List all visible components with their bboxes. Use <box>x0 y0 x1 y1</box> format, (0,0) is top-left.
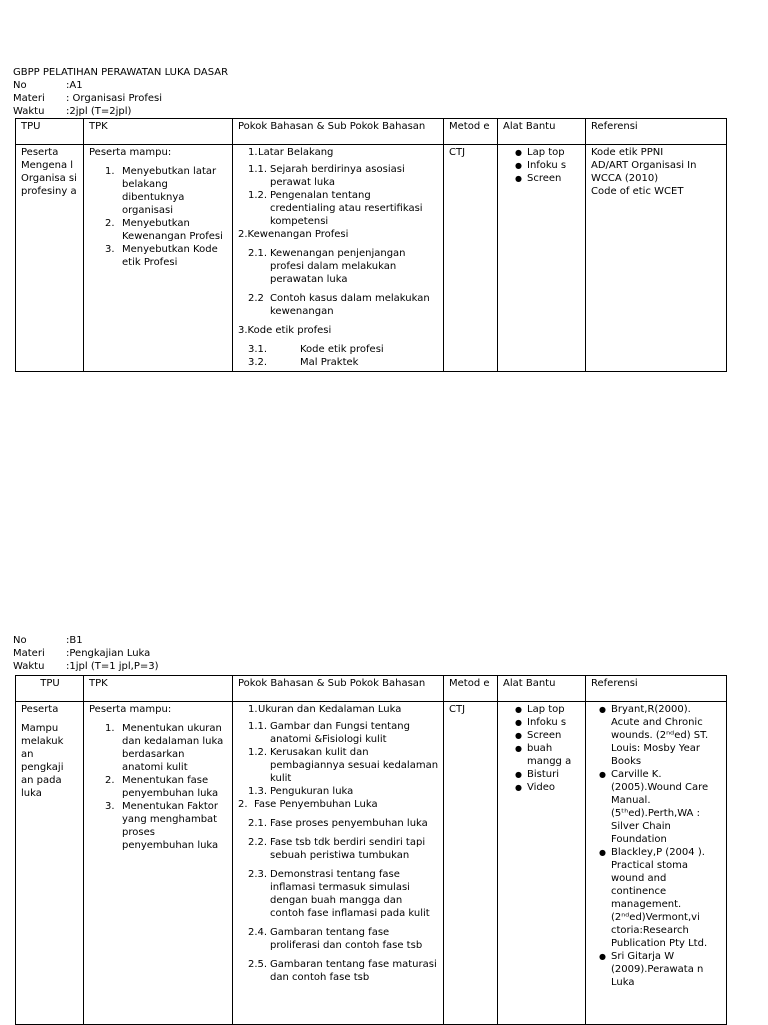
list-item: 2.1. Kewenangan penjenjangan profesi dalam melakukan perawatan luka <box>248 248 406 285</box>
list-item: 2.2. Fase tsb tdk berdiri sendiri tapi sebuah peristiwa tumbukan <box>248 837 426 861</box>
list-item: ● Lap top <box>515 704 565 715</box>
header-referensi: Referensi <box>586 119 727 145</box>
list-item: 1. Menentukan ukuran dan kedalaman luka berdasarkan anatomi kulit <box>105 723 224 773</box>
header-referensi: Referensi <box>586 676 727 702</box>
list-item: 2.5. Gambaran tentang fase maturasi dan contoh fase tsb <box>248 959 437 983</box>
referensi-cell <box>586 702 727 1025</box>
bullet-icon: ● <box>599 952 606 961</box>
list-item: 2.Kewenangan Profesi <box>238 229 349 240</box>
table-row <box>16 145 727 372</box>
referensi-cell: Kode etik PPNI AD/ART Organisasi In WCCA (2010) Code of etic WCET <box>586 145 727 372</box>
header-pokok-bahasan: Pokok Bahasan & Sub Pokok Bahasan <box>233 676 444 702</box>
list-item: ● Carville K. (2005).Wound Care Manual. (5ᵗʰed).Perth,WA : Silver Chain Foundation <box>599 769 709 845</box>
header-tpk: TPK <box>84 676 233 702</box>
list-item: 1.2. Pengenalan tentang credentialing atau resertifikasi kompetensi <box>248 190 423 227</box>
list-item: 1.1. Sejarah berdirinya asosiasi perawat luka <box>248 164 405 188</box>
table-header-row <box>16 119 727 145</box>
list-item: ● Screen <box>515 730 562 741</box>
table-header-row <box>16 676 727 702</box>
list-item: ● Video <box>515 782 556 793</box>
tpk-cell: Peserta mampu: 1. Menyebutkan latar belakang dibentuknya organisasi 2. Menyebutkan Kewenangan Profesi 3. Menyebutkan Kode etik Profesi <box>84 145 233 372</box>
list-item: 1. Ukuran dan Kedalaman Luka <box>248 704 402 715</box>
tpu-cell: Peserta Mengena l Organisa si profesiny a <box>16 145 84 372</box>
list-item: ● Infoku s <box>515 717 567 728</box>
header-alat-bantu: Alat Bantu <box>498 119 586 145</box>
list-item: 2.4. Gambaran tentang fase proliferasi dan contoh fase tsb <box>248 927 423 951</box>
section2-table <box>15 675 727 1025</box>
list-item: 1.1. Gambar dan Fungsi tentang anatomi &Fisiologi kulit <box>248 721 410 745</box>
list-item: 1.2. Kerusakan kulit dan pembagiannya sesuai kedalaman kulit <box>248 747 439 784</box>
tpk-cell: Peserta mampu: 1. Menentukan ukuran dan kedalaman luka berdasarkan anatomi kulit 2. Menentukan fase penyembuhan luka 3. Menentukan Faktor yang menghambat proses penyembuhan luka <box>84 702 233 1025</box>
pokok-bahasan-cell <box>233 702 444 1025</box>
section1-table <box>15 118 727 372</box>
list-item: 3.2. Mal Praktek <box>248 357 359 368</box>
bullet-icon: ● <box>515 705 522 714</box>
list-item: ● Bryant,R(2000). Acute and Chronic wounds. (2ⁿᵈed) ST. Louis: Mosby Year Books <box>599 704 709 767</box>
bullet-icon: ● <box>515 174 522 183</box>
list-item: 2. Menentukan fase penyembuhan luka <box>105 775 219 799</box>
tpu-cell: Peserta Mampu melakuk an pengkaji an pada luka <box>16 702 84 1025</box>
header-tpu: TPU <box>16 119 84 145</box>
alat-bantu-cell <box>498 702 586 1025</box>
section2-header: No :B1 Materi :Pengkajian Luka Waktu :1jpl (T=1 jpl,P=3) <box>13 635 159 672</box>
list-item: ● Screen <box>515 173 562 184</box>
list-item: 3.1. Kode etik profesi <box>248 344 384 355</box>
list-item: ● Lap top <box>515 147 565 158</box>
list-item: 1.3. Pengukuran luka <box>248 786 354 797</box>
bullet-icon: ● <box>515 770 522 779</box>
header-alat-bantu: Alat Bantu <box>498 676 586 702</box>
header-tpk: TPK <box>84 119 233 145</box>
header-metode: Metod e <box>444 119 498 145</box>
bullet-icon: ● <box>599 848 606 857</box>
list-item: 2. Menyebutkan Kewenangan Profesi <box>105 218 223 242</box>
list-item: 1. Latar Belakang <box>248 147 334 158</box>
bullet-icon: ● <box>599 770 606 779</box>
bullet-icon: ● <box>515 148 522 157</box>
bullet-icon: ● <box>599 705 606 714</box>
pokok-bahasan-cell <box>233 145 444 372</box>
table-row <box>16 702 727 1025</box>
metode-cell: CTJ <box>444 702 498 1025</box>
section1-header: GBPP PELATIHAN PERAWATAN LUKA DASAR No :A1 Materi : Organisasi Profesi Waktu :2jpl (T=2jpl) <box>13 67 229 117</box>
bullet-icon: ● <box>515 731 522 740</box>
alat-bantu-cell <box>498 145 586 372</box>
list-item: 2.3. Demonstrasi tentang fase inflamasi termasuk simulasi dengan buah mangga dan contoh fase inflamasi pada kulit <box>248 869 430 919</box>
list-item: 3. Menyebutkan Kode etik Profesi <box>105 244 218 268</box>
list-item: ● Blackley,P (2004 ). Practical stoma wound and continence management. (2ⁿᵈed)Vermont,vi ctoria:Research Publication Pty Ltd. <box>599 847 708 949</box>
list-item: ● Sri Gitarja W (2009).Perawata n Luka <box>599 951 704 988</box>
bullet-icon: ● <box>515 161 522 170</box>
list-item: 2.2 Contoh kasus dalam melakukan kewenangan <box>248 293 430 317</box>
list-item: 2.1. Fase proses penyembuhan luka <box>248 818 428 829</box>
list-item: ● Bisturi <box>515 769 559 780</box>
header-pokok-bahasan: Pokok Bahasan & Sub Pokok Bahasan <box>233 119 444 145</box>
bullet-icon: ● <box>515 744 522 753</box>
list-item: 3.Kode etik profesi <box>238 325 332 336</box>
header-tpu: TPU <box>16 676 84 702</box>
metode-cell: CTJ <box>444 145 498 372</box>
list-item: 1. Menyebutkan latar belakang dibentuknya organisasi <box>105 166 217 216</box>
header-metode: Metod e <box>444 676 498 702</box>
bullet-icon: ● <box>515 783 522 792</box>
list-item: 2. Fase Penyembuhan Luka <box>238 799 378 810</box>
list-item: ● Infoku s <box>515 160 567 171</box>
document-title: GBPP PELATIHAN PERAWATAN LUKA DASAR <box>13 67 229 78</box>
list-item: ● buah mangg a <box>515 743 572 767</box>
list-item: 3. Menentukan Faktor yang menghambat proses penyembuhan luka <box>105 801 219 851</box>
bullet-icon: ● <box>515 718 522 727</box>
